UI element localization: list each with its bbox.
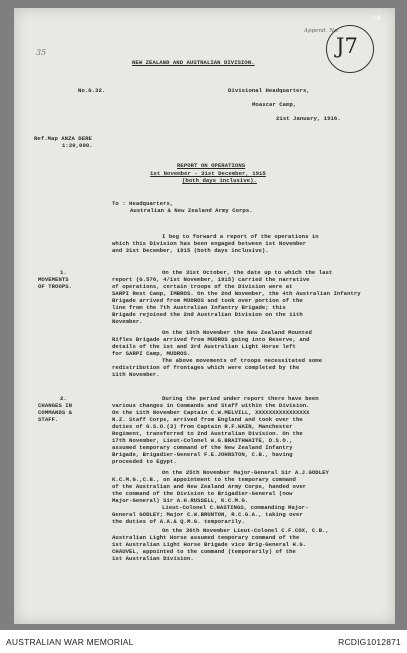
section2b-line: 1st Australian Light Horse Brigade vice Brig-General H.G. [112, 541, 307, 548]
section2b-line: 1st Australian Division. [112, 555, 194, 562]
section1b-line: redistribution of frontages which were completed by the [112, 364, 300, 371]
division-title: NEW ZEALAND AND AUSTRALIAN DIVISION. [132, 59, 255, 66]
section2-heading-line: STAFF. [38, 416, 59, 423]
reference-stamp-number: J7 [336, 34, 358, 58]
section2-line: assumed temporary command of the New Zealand Infantry [112, 444, 293, 451]
section2b-line: the duties of A.A.& Q.M.G. temporarily. [112, 518, 245, 525]
section1-line: line from the 7th Australian Infantry Brigade; this [112, 304, 286, 311]
appendix-note: Append. No. [304, 28, 340, 34]
section2b-line: of the Australian and New Zealand Army Corps, handed over [112, 483, 307, 490]
section2b-line: Australian Light Horse assumed temporary command of the [112, 534, 300, 541]
section1b-line: for SARPI Camp, MUDROS. [112, 350, 191, 357]
report-title: REPORT ON OPERATIONS [177, 162, 246, 169]
addressee-corps: Australian & New Zealand Army Corps. [130, 207, 253, 214]
section1b-line: 11th November. [112, 371, 160, 378]
report-period-note: (both days inclusive). [182, 177, 257, 184]
section2-line: 17th November, Lieut-Colonel W.G.BRAITHWAITE, D.S.O., [112, 437, 293, 444]
section1b-line: The above movements of troops necessitated some [162, 357, 323, 364]
section2b-line: the command of the Division to Brigadier-General (now [112, 490, 293, 497]
section1b-line: Rifles Brigade arrived from MUDROS going into Reserve, and [112, 336, 310, 343]
section2b-line: Major-General) Sir A.H.RUSSELL, K.C.M.G. [112, 497, 249, 504]
section2b-line: K.C.M.G.,C.B., on appointment to the temporary command [112, 476, 296, 483]
section1-line: On the 31st October, the date up to which the last [162, 269, 333, 276]
date-line: 21st January, 1916. [276, 115, 341, 122]
section1-line: Brigade arrived from MUDROS and took over portion of the [112, 297, 303, 304]
intro-line: I beg to forward a report of the operations in [162, 233, 319, 240]
intro-line: and 31st December, 1915 (both days inclusive). [112, 247, 269, 254]
archive-footer [0, 630, 407, 653]
section2-line: various changes in Commands and Staff within the Division. [112, 402, 310, 409]
section1-number: 1. [60, 269, 67, 276]
reference-scale: 1:20,000. [62, 142, 93, 149]
section2b-line: Lieut-Colonel C.HASTINGS, commanding Major- [162, 504, 309, 511]
section2-line: N.Z. Staff Corps, arrived from England and took over the [112, 416, 303, 423]
addressee-to: To : Headquarters, [112, 200, 174, 207]
section2-heading-line: CHANGES IN [38, 402, 73, 409]
section1b-line: On the 10th November the New Zealand Mounted [162, 329, 312, 336]
section2b-line: On the 25th November Major-General Sir A.J.GODLEY [162, 469, 329, 476]
intro-line: which this Division has been engaged between 1st November [112, 240, 307, 247]
report-period: 1st November - 31st December, 1915 [150, 170, 266, 177]
section2-line: Brigade, Brigadier-General F.E.JOHNSTON, C.B., having [112, 451, 293, 458]
section2-line: Regiment, transferred to 2nd Australian Division. On the [112, 430, 303, 437]
camp-line: Moascar Camp, [252, 101, 297, 108]
margin-scribble: 35 [36, 48, 47, 57]
section2-number: 2. [60, 395, 67, 402]
page-number: 14 [372, 15, 381, 23]
footer-catalogue-id: RCDIG1012871 [338, 637, 401, 647]
section1b-line: details of the 1st and 3rd Australian Light Horse left [112, 343, 296, 350]
section1-heading-line: MOVEMENTS [38, 276, 69, 283]
section2-line: duties of G.S.O.(3) from Captain R.F.WAIN, Manchester [112, 423, 293, 430]
reference-map: Ref.Map ANZA DERE [34, 135, 92, 142]
section2b-line: General GODLEY; Major C.W.BRUNTON, R.C.G.A., taking over [112, 511, 303, 518]
footer-institution: AUSTRALIAN WAR MEMORIAL [6, 637, 134, 647]
document-page [14, 8, 395, 624]
section2-line: proceeded to Egypt. [112, 458, 177, 465]
section2-line: On the 11th November Captain C.W.MELVILL, XXXXXXXXXXXXXXXX [112, 409, 310, 416]
section2b-line: CHAUVEL, appointed to the command (temporarily) of the [112, 548, 296, 555]
section1-line: November. [112, 318, 143, 325]
section1-line: report (G.576, 4/1st November, 1915) carried the narrative [112, 276, 310, 283]
section2-heading-line: COMMANDS & [38, 409, 73, 416]
section1-heading-line: OF TROOPS. [38, 283, 73, 290]
section1-line: Brigade rejoined the 2nd Australian Division on the 11th [112, 311, 303, 318]
section1-line: of operations, certain troops of the Division were at [112, 283, 293, 290]
section2b-line: On the 30th November Lieut-Colonel C.F.COX, C.B., [162, 527, 329, 534]
section2-line: During the period under report there have been [162, 395, 319, 402]
document-number: No.G.32. [78, 87, 106, 94]
headquarters-line: Divisional Headquarters, [228, 87, 310, 94]
section1-line: SARPI Rest Camp, IMBROS. On the 2nd November, the 4th Australian Infantry [112, 290, 361, 297]
